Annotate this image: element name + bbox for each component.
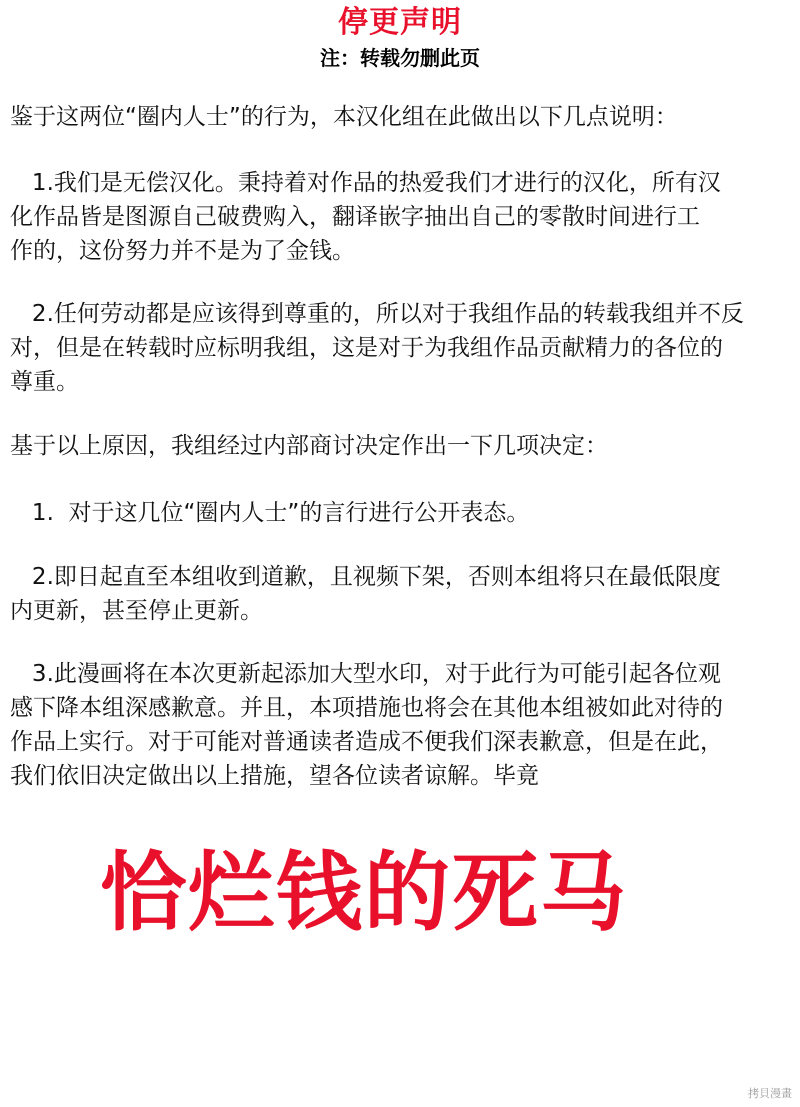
page-title: 停更声明: [338, 5, 462, 40]
decision-3-paragraph: 3.此漫画将在本次更新起添加大型水印，对于此行为可能引起各位观 感下降本组深感歉意。并且，本项措施也将会在其他本组被如此对待的 作品上实行。对于可能对普通读者造成不便我们深表歉意，但是在此， 我们依旧决定做出以上措施，望各位读者谅解。毕竟: [10, 661, 723, 789]
page-subtitle: 注：转载勿删此页: [320, 46, 480, 70]
point-2-paragraph: 2.任何劳动都是应该得到尊重的，所以对于我组作品的转载我组并不反 对，但是在转载时应标明我组，这是对于为我组作品贡献精力的各位的 尊重。: [10, 301, 744, 395]
point-1-paragraph: 1.我们是无偿汉化。秉持着对作品的热爱我们才进行的汉化，所有汉 化作品皆是图源自己破费购入，翻译嵌字抽出自己的零散时间进行工 作的，这份努力并不是为了金钱。: [10, 170, 721, 264]
intro-paragraph: 鉴于这两位“圈内人士”的行为，本汉化组在此做出以下几点说明：: [10, 104, 678, 130]
decision-2-paragraph: 2.即日起直至本组收到道歉，且视频下架，否则本组将只在最低限度 内更新，甚至停止更新。: [10, 564, 721, 624]
emphasis-text: 恰烂钱的死马: [100, 843, 628, 943]
decision-1-paragraph: 1. 对于这几位“圈内人士”的言行进行公开表态。: [10, 500, 530, 526]
watermark-text: 拷貝漫畫: [748, 1087, 792, 1100]
decision-intro-paragraph: 基于以上原因，我组经过内部商讨决定作出一下几项决定：: [10, 433, 608, 459]
